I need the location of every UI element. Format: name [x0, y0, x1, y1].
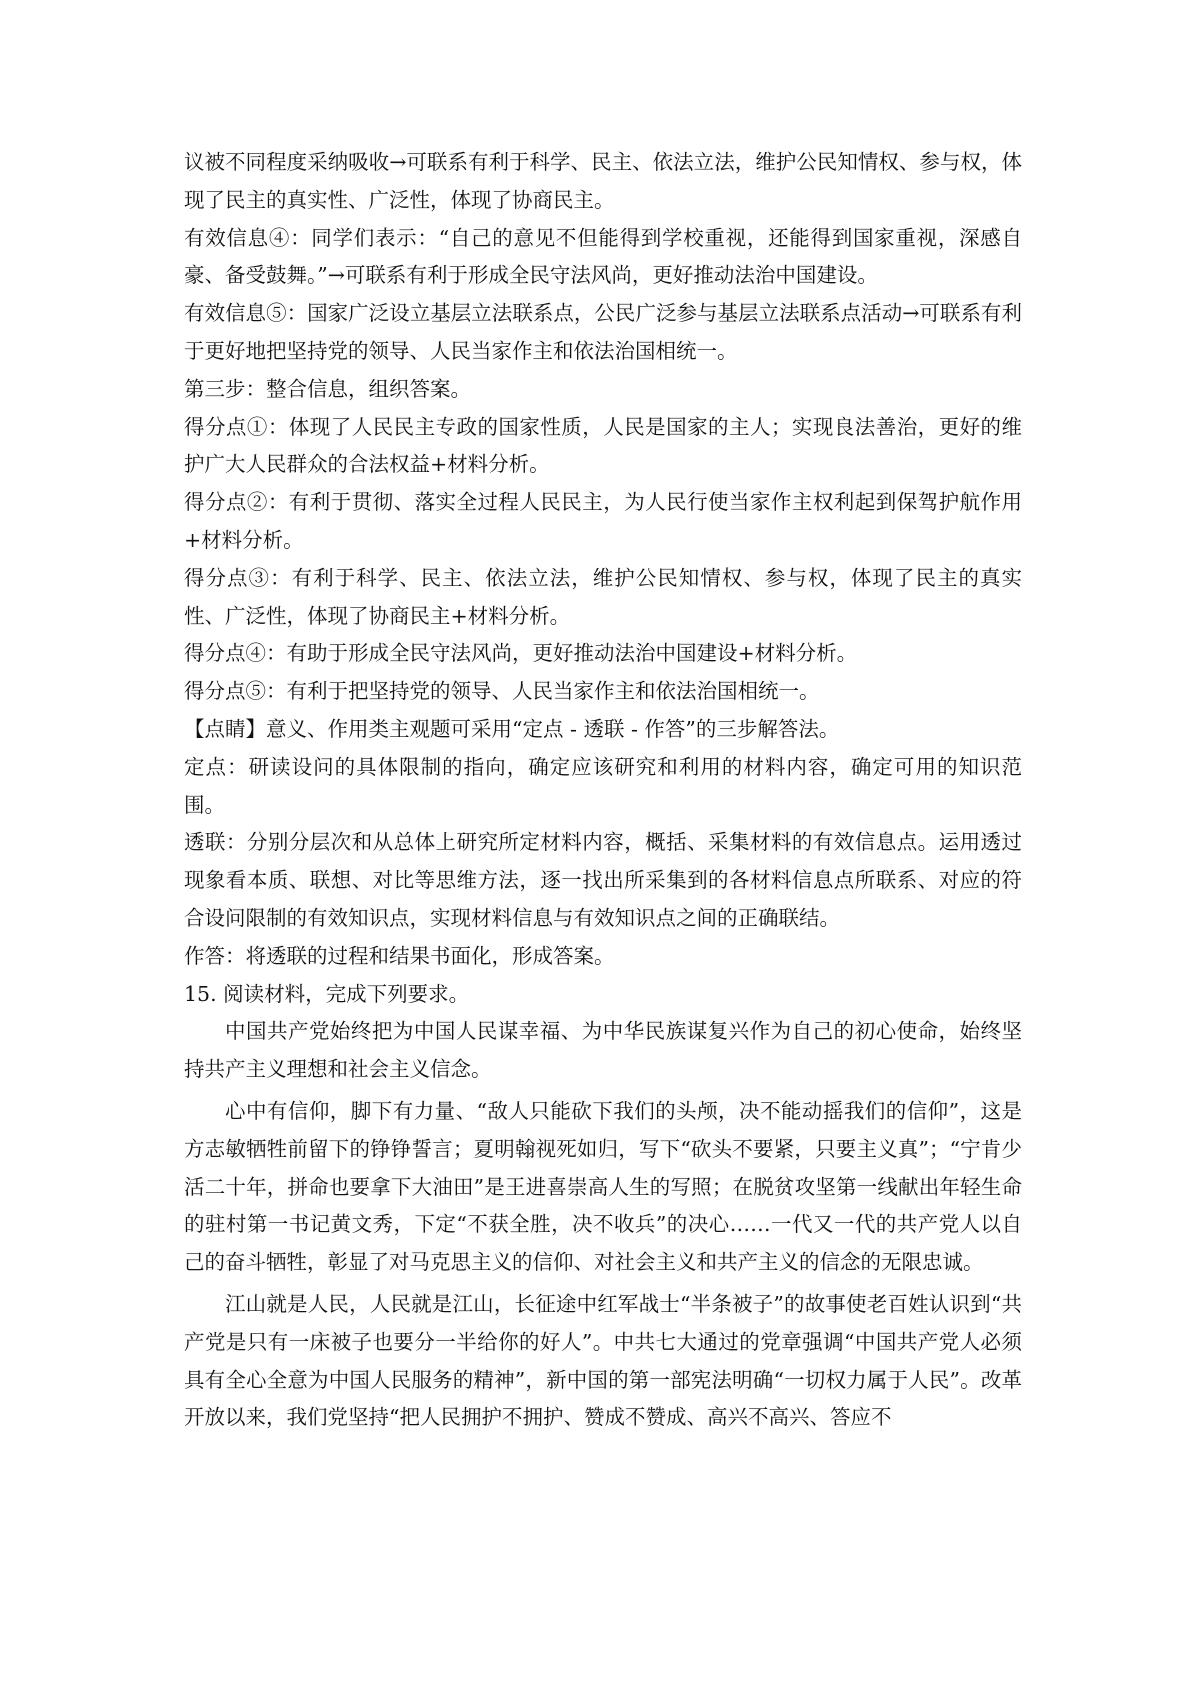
analysis-continuation: 议被不同程度采纳吸收→可联系有利于科学、民主、依法立法，维护公民知情权、参与权，体现了民主的真实性、广泛性，体现了协商民主。	[184, 150, 1022, 212]
step-three-heading: 第三步：整合信息，组织答案。	[184, 376, 471, 401]
score-point-3: 得分点③：有利于科学、民主、依法立法，维护公民知情权、参与权，体现了民主的真实性、广泛性，体现了协商民主+材料分析。	[184, 565, 1022, 628]
effective-info-4: 有效信息④：同学们表示：“自己的意见不但能得到学校重视，还能得到国家重视，深感自豪、备受鼓舞。”→可联系有利于形成全民守法风尚，更好推动法治中国建设。	[184, 225, 1022, 288]
question-15-prompt: 15. 阅读材料，完成下列要求。	[184, 981, 470, 1006]
material-paragraph-2: 心中有信仰，脚下有力量、“敌人只能砍下我们的头颅，决不能动摇我们的信仰”，这是方志敏牺牲前留下的铮铮誓言；夏明翰视死如归，写下“砍头不要紧，只要主义真”；“宁肯少活二十年，拼命也要拿下大油田”是王进喜崇高人生的写照；在脱贫攻坚第一线献出年轻生命的驻村第一书记黄文秀，下定“不获全胜，决不收兵”的决心……一代又一代的共产党人以自己的奋斗牺牲，彰显了对马克思主义的信仰、对社会主义和共产主义的信念的无限忠诚。	[184, 1098, 1022, 1275]
method-connect: 透联：分别分层次和从总体上研究所定材料内容，概括、采集材料的有效信息点。运用透过现象看本质、联想、对比等思维方法，逐一找出所采集到的各材料信息点所联系、对应的符合设问限制的有效知识点，实现材料信息与有效知识点之间的正确联结。	[184, 830, 1022, 930]
material-paragraph-1: 中国共产党始终把为中国人民谋幸福、为中华民族谋复兴作为自己的初心使命，始终坚持共产主义理想和社会主义信念。	[184, 1019, 1022, 1082]
method-answer: 作答：将透联的过程和结果书面化，形成答案。	[184, 943, 615, 968]
document-body	[184, 144, 1022, 1437]
score-point-1: 得分点①：体现了人民民主专政的国家性质，人民是国家的主人；实现良法善治，更好的维护广大人民群众的合法权益+材料分析。	[184, 414, 1022, 477]
material-paragraph-3: 江山就是人民，人民就是江山，长征途中红军战士“半条被子”的故事使老百姓认识到“共产党是只有一床被子也要分一半给你的好人”。中共七大通过的党章强调“中国共产党人必须具有全心全意为中国人民服务的精神”，新中国的第一部宪法明确“一切权力属于人民”。改革开放以来，我们党坚持“把人民拥护不拥护、赞成不赞成、高兴不高兴、答应不	[184, 1291, 1022, 1430]
effective-info-5: 有效信息⑤：国家广泛设立基层立法联系点，公民广泛参与基层立法联系点活动→可联系有利于更好地把坚持党的领导、人民当家作主和依法治国相统一。	[184, 301, 1022, 363]
method-locate: 定点：研读设问的具体限制的指向，确定应该研究和利用的材料内容，确定可用的知识范围。	[184, 754, 1022, 817]
tip-heading: 【点睛】意义、作用类主观题可采用“定点 - 透联 - 作答”的三步解答法。	[184, 716, 840, 741]
score-point-5: 得分点⑤：有利于把坚持党的领导、人民当家作主和依法治国相统一。	[184, 679, 820, 704]
score-point-2: 得分点②：有利于贯彻、落实全过程人民民主，为人民行使当家作主权利起到保驾护航作用+材料分析。	[184, 490, 1022, 552]
score-point-4: 得分点④：有助于形成全民守法风尚，更好推动法治中国建设+材料分析。	[184, 641, 858, 666]
